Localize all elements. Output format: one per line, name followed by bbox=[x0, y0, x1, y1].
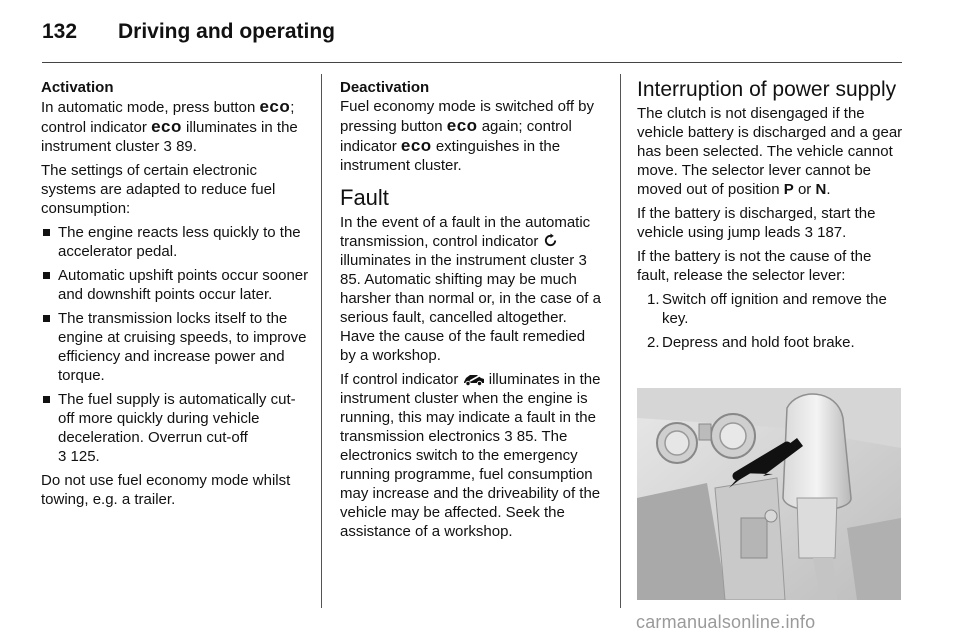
page-link-89[interactable]: 89. bbox=[176, 138, 197, 155]
release-steps-list bbox=[637, 290, 903, 352]
column-1 bbox=[41, 78, 309, 514]
eco-button-symbol: eco bbox=[259, 97, 291, 116]
page-link-187[interactable]: 187. bbox=[817, 224, 847, 241]
transmission-fault-indicator-icon bbox=[543, 233, 558, 248]
watermark: carmanualsonline.info bbox=[636, 612, 816, 632]
bullet-square-icon bbox=[43, 315, 50, 322]
power-interruption-heading: Interruption of power supply bbox=[637, 78, 897, 101]
page-ref-arrow-icon: 3 bbox=[163, 138, 172, 155]
page-number: 132 bbox=[42, 20, 78, 43]
settings-paragraph: The settings of certain electronic systems are adapted to reduce fuel consumption: bbox=[41, 162, 276, 217]
column-divider-1 bbox=[321, 74, 322, 608]
page-ref-arrow-icon: 3 bbox=[58, 448, 67, 465]
deactivation-text: Fuel economy mode is switched off by pressing button bbox=[340, 98, 595, 135]
column-divider-2 bbox=[620, 74, 621, 608]
deactivation-text-b: again; control indicator bbox=[340, 118, 572, 155]
eco-effects-list bbox=[41, 223, 309, 466]
battery-paragraph: If the battery is discharged, start the vehicle using jump leads 3 187. bbox=[637, 205, 876, 241]
activation-text-b: ; control indicator bbox=[41, 99, 295, 136]
activation-text: In automatic mode, press button bbox=[41, 99, 256, 116]
deactivation-paragraph bbox=[340, 78, 604, 175]
deactivation-text-c: extinguishes in the instrument cluster. bbox=[340, 138, 561, 174]
eco-button-symbol: eco bbox=[446, 116, 478, 135]
activation-text-c: illuminates in the instrument cluster bbox=[41, 119, 298, 155]
list-item: The transmission locks itself to the engine at cruising speeds, to improve efficiency and increase power and torque. bbox=[41, 309, 309, 385]
position-p: P bbox=[783, 181, 794, 198]
list-item: Automatic upshift points occur sooner and downshift points occur later. bbox=[41, 266, 309, 304]
deactivation-heading: Deactivation bbox=[340, 79, 430, 96]
page-title: Driving and operating bbox=[118, 20, 336, 43]
page-link-125[interactable]: 125. bbox=[70, 448, 100, 465]
intro-paragraph: The clutch is not disengaged if the vehicle battery is discharged and a gear has been selected. The vehicle cannot move. The selector lever cannot be moved out of position P or N. bbox=[637, 105, 903, 198]
fault-heading: Fault bbox=[340, 185, 389, 210]
bullet-square-icon bbox=[43, 229, 50, 236]
selector-lever-drawing bbox=[637, 388, 901, 600]
eco-indicator-symbol: eco bbox=[400, 136, 432, 155]
list-item: 1. Switch off ignition and remove the key. bbox=[647, 291, 887, 327]
position-n: N bbox=[815, 181, 827, 198]
fault-paragraph: In the event of a fault in the automatic transmission, control indicator illuminates in the instrument cluster 3 85. Automatic shifting may be much harsher than normal or, in the case of a serious fault, cancelled altogether. Have the cause of the fault remedied by a workshop. bbox=[340, 214, 601, 364]
column-2 bbox=[340, 78, 604, 546]
page-ref-arrow-icon: 3 bbox=[578, 252, 587, 269]
column-3 bbox=[637, 78, 903, 357]
activation-heading: Activation bbox=[41, 79, 114, 96]
list-item: The engine reacts less quickly to the accelerator pedal. bbox=[41, 223, 309, 261]
not-cause-paragraph: If the battery is not the cause of the fault, release the selector lever: bbox=[637, 248, 872, 284]
list-item: The fuel supply is automatically cut-off more quickly during vehicle deceleration. Overrun cut-off 3 125. bbox=[41, 390, 309, 466]
eco-indicator-symbol: eco bbox=[151, 117, 182, 136]
page-ref-arrow-icon: 3 bbox=[504, 428, 513, 445]
towing-paragraph: Do not use fuel economy mode whilst towing, e.g. a trailer. bbox=[41, 472, 291, 508]
selector-lever-illustration bbox=[637, 388, 901, 600]
activation-paragraph bbox=[41, 78, 309, 156]
bullet-square-icon bbox=[43, 396, 50, 403]
fault-paragraph-2: If control indicator illuminates in the instrument cluster when the engine is running, this may indicate a fault in the transmission electronics 3 85. The electronics switch to the emergency running programme, fuel consumption may increase and the driveability of the vehicle may be affected. Seek the assistance of a workshop. bbox=[340, 371, 601, 540]
car-service-indicator-icon bbox=[463, 373, 485, 386]
page-header bbox=[42, 18, 902, 63]
page-ref-arrow-icon: 3 bbox=[804, 224, 813, 241]
list-item: 2. Depress and hold foot brake. bbox=[647, 334, 855, 351]
bullet-square-icon bbox=[43, 272, 50, 279]
